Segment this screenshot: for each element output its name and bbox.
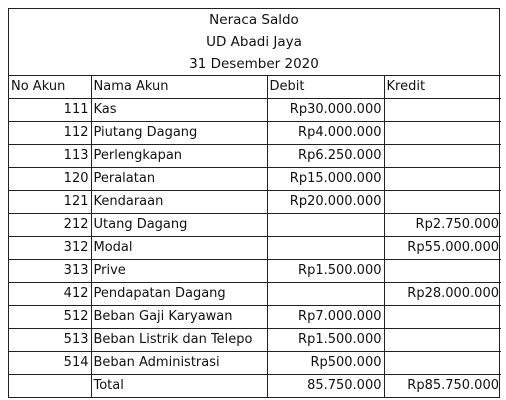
total-label: Total <box>91 375 267 398</box>
debit-amount: Rp6.250.000 <box>267 145 384 168</box>
debit-amount: Rp4.000.000 <box>267 122 384 145</box>
table-row <box>9 99 501 122</box>
account-number: 120 <box>9 168 91 191</box>
header-kredit: Kredit <box>384 76 501 99</box>
credit-amount <box>384 329 501 352</box>
account-name: Pendapatan Dagang <box>91 283 267 306</box>
debit-amount: Rp30.000.000 <box>267 99 384 122</box>
account-number: 513 <box>9 329 91 352</box>
credit-amount <box>384 260 501 283</box>
header-debit: Debit <box>267 76 384 99</box>
account-name: Beban Listrik dan Telepo <box>91 329 267 352</box>
account-number: 212 <box>9 214 91 237</box>
debit-amount: Rp1.500.000 <box>267 260 384 283</box>
debit-amount <box>267 237 384 260</box>
credit-amount <box>384 145 501 168</box>
debit-amount: Rp7.000.000 <box>267 306 384 329</box>
total-row <box>9 375 501 398</box>
account-number: 412 <box>9 283 91 306</box>
table-row <box>9 122 501 145</box>
account-name: Beban Administrasi <box>91 352 267 375</box>
table-row <box>9 145 501 168</box>
credit-amount <box>384 99 501 122</box>
table-row <box>9 329 501 352</box>
credit-amount <box>384 168 501 191</box>
trial-balance-sheet <box>8 8 500 398</box>
credit-amount <box>384 352 501 375</box>
header-nama-akun: Nama Akun <box>91 76 267 99</box>
total-debit: 85.750.000 <box>267 375 384 398</box>
account-name: Piutang Dagang <box>91 122 267 145</box>
account-number: 512 <box>9 306 91 329</box>
credit-amount: Rp55.000.000 <box>384 237 501 260</box>
credit-amount: Rp28.000.000 <box>384 283 501 306</box>
table-row <box>9 260 501 283</box>
account-number: 113 <box>9 145 91 168</box>
table-row <box>9 306 501 329</box>
header-no-akun: No Akun <box>9 76 91 99</box>
table-row <box>9 352 501 375</box>
account-name: Peralatan <box>91 168 267 191</box>
credit-amount: Rp2.750.000 <box>384 214 501 237</box>
total-credit: Rp85.750.000 <box>384 375 501 398</box>
account-number: 112 <box>9 122 91 145</box>
report-date: 31 Desember 2020 <box>189 56 319 72</box>
debit-amount <box>267 283 384 306</box>
table-row <box>9 191 501 214</box>
table-row <box>9 237 501 260</box>
debit-amount: Rp15.000.000 <box>267 168 384 191</box>
debit-amount <box>267 214 384 237</box>
account-name: Kendaraan <box>91 191 267 214</box>
account-number: 313 <box>9 260 91 283</box>
total-blank-cell <box>9 375 91 398</box>
company-name: UD Abadi Jaya <box>206 34 302 50</box>
debit-amount: Rp20.000.000 <box>267 191 384 214</box>
account-name: Prive <box>91 260 267 283</box>
trial-balance-table <box>9 75 501 397</box>
account-name: Utang Dagang <box>91 214 267 237</box>
table-row <box>9 283 501 306</box>
table-row <box>9 214 501 237</box>
account-number: 312 <box>9 237 91 260</box>
account-name: Modal <box>91 237 267 260</box>
table-header-row <box>9 76 501 99</box>
table-row <box>9 168 501 191</box>
credit-amount <box>384 122 501 145</box>
account-number: 121 <box>9 191 91 214</box>
account-number: 514 <box>9 352 91 375</box>
account-name: Beban Gaji Karyawan <box>91 306 267 329</box>
account-name: Perlengkapan <box>91 145 267 168</box>
account-name: Kas <box>91 99 267 122</box>
credit-amount <box>384 306 501 329</box>
debit-amount: Rp500.000 <box>267 352 384 375</box>
report-title: Neraca Saldo <box>209 12 299 28</box>
account-number: 111 <box>9 99 91 122</box>
credit-amount <box>384 191 501 214</box>
debit-amount: Rp1.500.000 <box>267 329 384 352</box>
